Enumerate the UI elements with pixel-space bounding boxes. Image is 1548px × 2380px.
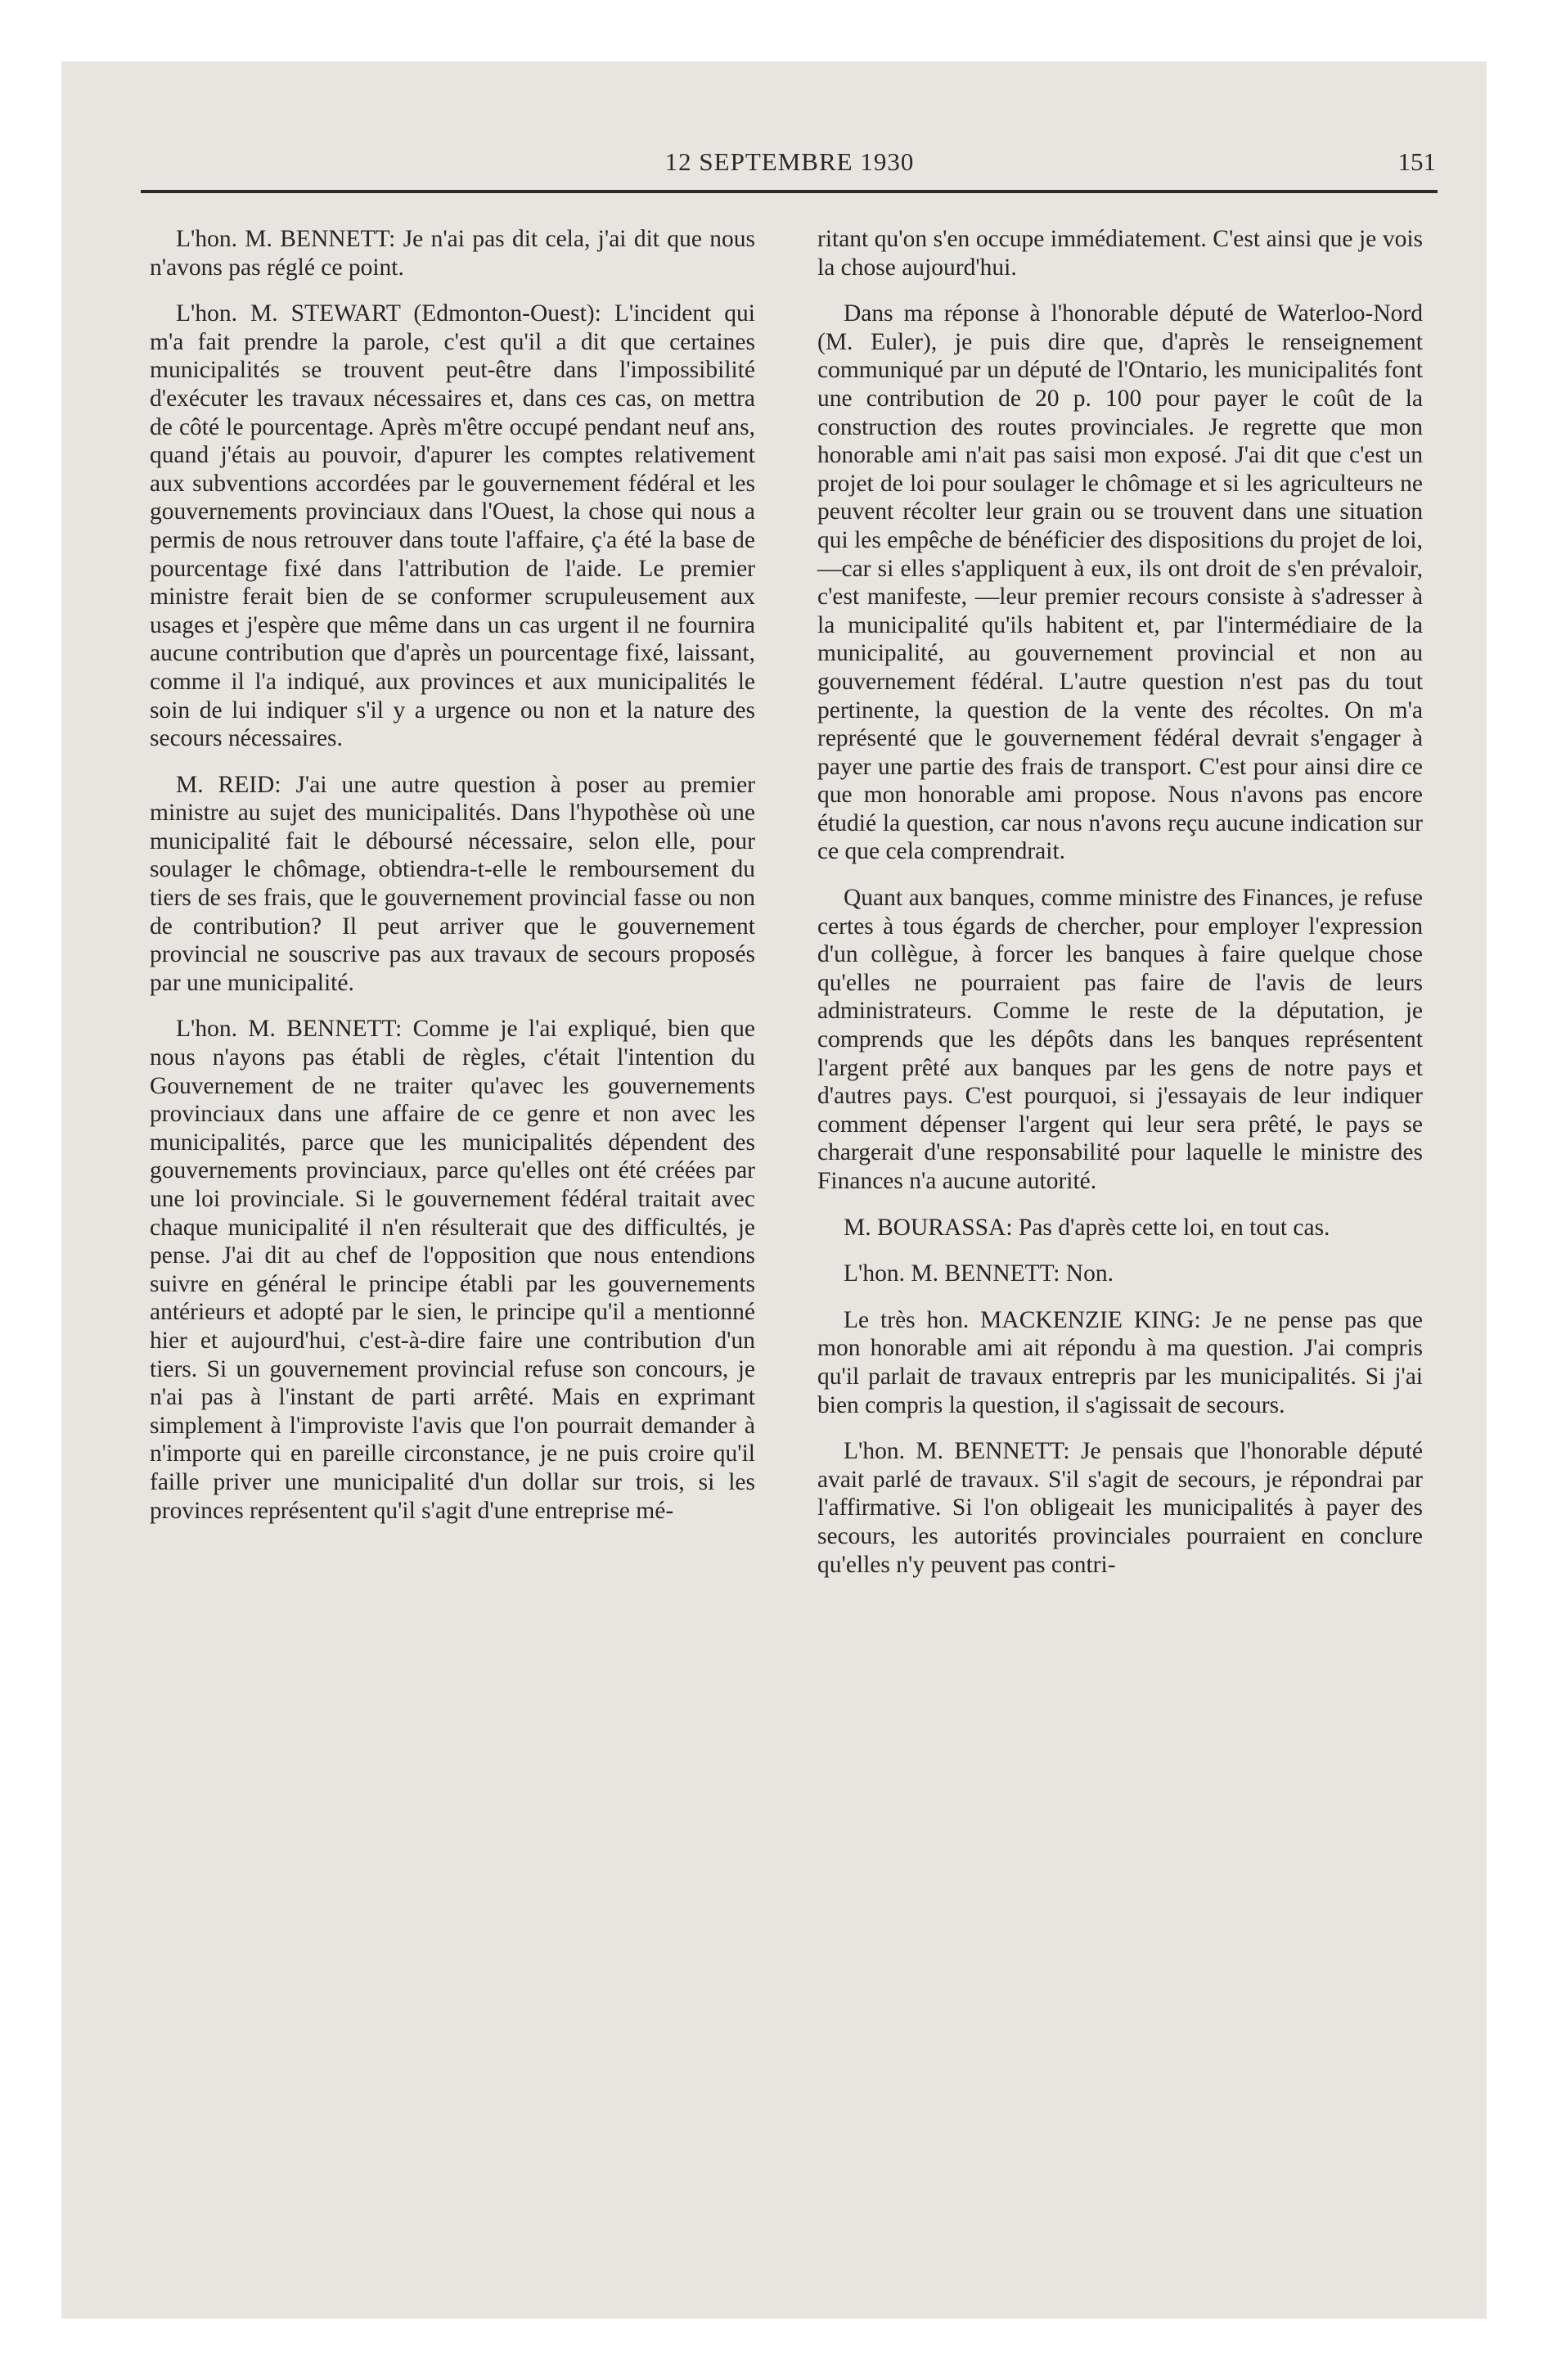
paragraph-bourassa: M. BOURASSA: Pas d'après cette loi, en tout cas. [844,1214,1330,1241]
paragraph-banks: Quant aux banques, comme ministre des Finances, je refuse certes à tous égards de chercher, pour employer l'expression d'un collègue, à forcer les banques à faire quelque chose qu'elles ne pourraient pas faire de l'avis de leurs administrateurs. Comme le reste de la députation, je comprends que les dépôts dans les banques représentent l'argent prêté aux banques par les gens de notre pays et d'autres pays. C'est pourquoi, si j'essayais de leur indiquer comment dépenser l'argent qui leur sera prêté, le pays se chargerait d'une responsabilité pour laquelle le ministre des Finances n'a aucune autorité. [817,885,1423,1194]
paragraph-bennett-3: L'hon. M. BENNETT: Non. [844,1260,1114,1287]
paragraph-bennett-1: L'hon. M. BENNETT: Je n'ai pas dit cela, j'ai dit que nous n'avons pas réglé ce point. [150,226,755,281]
running-title: 12 SEPTEMBRE 1930 [664,147,915,176]
paragraph-stewart: L'hon. M. STEWART (Edmonton-Ouest): L'incident qui m'a fait prendre la parole, c'est qu'il a dit que certaines municipalités se trouvent peut-être dans l'impossibilité d'exécuter les travaux nécessaires et, dans ces cas, on mettra de côté le pourcentage. Après m'être occupé pendant neuf ans, quand j'étais au pouvoir, d'apurer les comptes relativement aux subventions accordées par le gouvernement fédéral et les gouvernements provinciaux dans l'Ouest, la chose qui nous a permis de nous retrouver dans toute l'affaire, ç'a été la base de pourcentage fixé dans l'attribution de l'aide. Le premier ministre ferait bien de se conformer scrupuleusement aux usages et j'espère que même dans un cas urgent il ne fournira aucune contribution que d'après un pourcentage fixé, laissant, comme il l'a indiqué, aux provinces et aux municipalités le soin de lui indiquer s'il y a urgence ou non et la nature des secours nécessaires. [150,300,755,752]
paragraph-euler-reply: Dans ma réponse à l'honorable député de Waterloo-Nord (M. Euler), je puis dire que, d'après le renseignement communiqué par un député de l'Ontario, les municipalités font une contribution de 20 p. 100 pour payer le coût de la construction des routes provinciales. Je regrette que mon honorable ami n'ait pas saisi mon exposé. J'ai dit que c'est un projet de loi pour soulager le chômage et si les agriculteurs ne peuvent récolter leur grain ou se trouvent dans une situation qui les empêche de bénéficier des dispositions du projet de loi,—car si elles s'appliquent à eux, ils ont droit de s'en prévaloir, c'est manifeste, —leur premier recours consiste à s'adresser à la municipalité qu'ils habitent et, par l'intermédiaire de la municipalité, au gouvernement provincial et non au gouvernement fédéral. L'autre question n'est pas du tout pertinente, la question de la vente des récoltes. On m'a représenté que le gouvernement fédéral devrait s'engager à payer une partie des frais de transport. C'est pour ainsi dire ce que mon honorable ami propose. Nous n'avons pas encore étudié la question, car nous n'avons reçu aucune indication sur ce que cela comprendrait. [817,300,1423,865]
scanned-page [61,61,1487,2319]
page-header [143,147,1436,188]
paragraph-mackenzie-king: Le très hon. MACKENZIE KING: Je ne pense pas que mon honorable ami ait répondu à ma question. J'ai compris qu'il parlait de travaux entrepris par les municipalités. Si j'ai bien compris la question, il s'agissait de secours. [817,1306,1423,1418]
page-number: 151 [1397,147,1436,176]
left-column [150,225,755,1543]
header-rule [141,190,1438,193]
right-column [817,225,1423,1597]
paragraph-bennett-4: L'hon. M. BENNETT: Je pensais que l'honorable député avait parlé de travaux. S'il s'agit de secours, je répondrai par l'affirmative. Si l'on obligeait les municipalités à payer des secours, les autorités provinciales pourraient en conclure qu'elles n'y peuvent pas contri- [817,1438,1423,1578]
paragraph-continuation: ritant qu'on s'en occupe immédiatement. C'est ainsi que je vois la chose aujourd'hui. [817,226,1423,281]
paragraph-reid: M. REID: J'ai une autre question à poser au premier ministre au sujet des municipalités. Dans l'hypothèse où une municipalité fait le déboursé nécessaire, selon elle, pour soulager le chômage, obtiendra-t-elle le remboursement du tiers de ses frais, que le gouvernement provincial fasse ou non de contribution? Il peut arriver que le gouvernement provincial ne souscrive pas aux travaux de secours proposés par une municipalité. [150,771,755,996]
paragraph-bennett-2: L'hon. M. BENNETT: Comme je l'ai expliqué, bien que nous n'ayons pas établi de règles, c'était l'intention du Gouvernement de ne traiter qu'avec les gouvernements provinciaux dans une affaire de ce genre et non avec les municipalités, parce que les municipalités dépendent des gouvernements provinciaux, parce qu'elles ont été créées par une loi provinciale. Si le gouvernement fédéral traitait avec chaque municipalité il n'en résulterait que des difficultés, je pense. J'ai dit au chef de l'opposition que nous entendions suivre en général le principe établi par les gouvernements antérieurs et adopté par le sien, le principe qu'il a mentionné hier et aujourd'hui, c'est-à-dire faire une contribution d'un tiers. Si un gouvernement provincial refuse son concours, je n'ai pas à l'instant de parti arrêté. Mais en exprimant simplement à l'improviste l'avis que l'on pourrait demander à n'importe qui en pareille circonstance, je ne puis croire qu'il faille priver une municipalité d'un dollar sur trois, si les provinces représentent qu'il s'agit d'une entreprise mé- [150,1016,755,1524]
